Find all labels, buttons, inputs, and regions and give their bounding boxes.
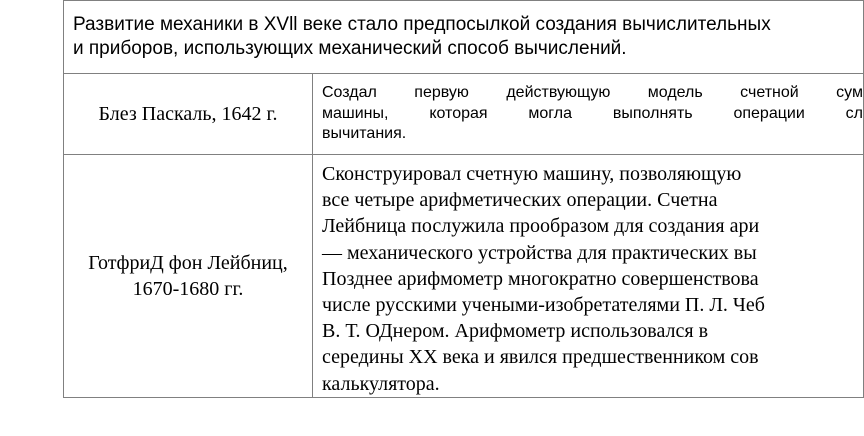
word: модель xyxy=(647,84,703,101)
description-line: все четыре арифметических операции. Счетна xyxy=(322,189,718,212)
description-line xyxy=(322,104,863,125)
word: счетной xyxy=(740,84,799,101)
person-cell xyxy=(64,155,313,398)
word: действующую xyxy=(506,84,611,101)
word: выполнять xyxy=(612,104,693,122)
description-line: вычитания. xyxy=(322,125,407,142)
word: сл xyxy=(845,104,863,122)
description-line: — механического устройства для практических вы xyxy=(322,241,757,264)
description-line: В. Т. ОДнером. Арифмометр использовался в xyxy=(322,320,709,343)
person-dates: 1670-1680 гг. xyxy=(132,277,244,300)
table-row-leibniz xyxy=(64,155,864,398)
word: могла xyxy=(528,104,573,122)
description-text xyxy=(313,74,863,145)
table-header-text xyxy=(64,1,863,61)
header-line: Развитие механики в XVll веке стало предпосылкой создания вычислительных xyxy=(73,14,771,35)
person-name: Блез Паскаль, 1642 г. xyxy=(98,103,278,125)
description-line: числе русскими учеными-изобретателями П. Л. Чеб xyxy=(322,294,765,317)
word: машины, xyxy=(322,104,389,122)
description-line: Позднее арифмометр многократно совершенствова xyxy=(322,267,759,290)
person-name-line: ГотфриД фон Лейбниц, xyxy=(88,251,288,274)
description-text xyxy=(313,155,863,397)
word: операции xyxy=(733,104,805,122)
description-line: Сконструировал счетную машину, позволяющую xyxy=(322,163,742,185)
description-line xyxy=(322,83,863,104)
word: сум xyxy=(836,84,863,101)
person-cell xyxy=(64,74,313,155)
description-line: калькулятора. xyxy=(322,372,440,395)
description-cell xyxy=(313,74,864,155)
word: которая xyxy=(429,104,488,122)
history-table xyxy=(63,0,864,398)
table-header-cell xyxy=(64,1,864,74)
word: Создал xyxy=(322,84,377,101)
word: первую xyxy=(414,84,469,101)
table-row-pascal xyxy=(64,74,864,155)
description-line: середины XX века и явился предшественником сов xyxy=(322,346,759,369)
description-cell xyxy=(313,155,864,398)
description-line: Лейбница послужила прообразом для создания ари xyxy=(322,215,760,238)
person-name xyxy=(64,250,312,302)
header-line: и приборов, использующих механический способ вычислений. xyxy=(73,38,627,59)
